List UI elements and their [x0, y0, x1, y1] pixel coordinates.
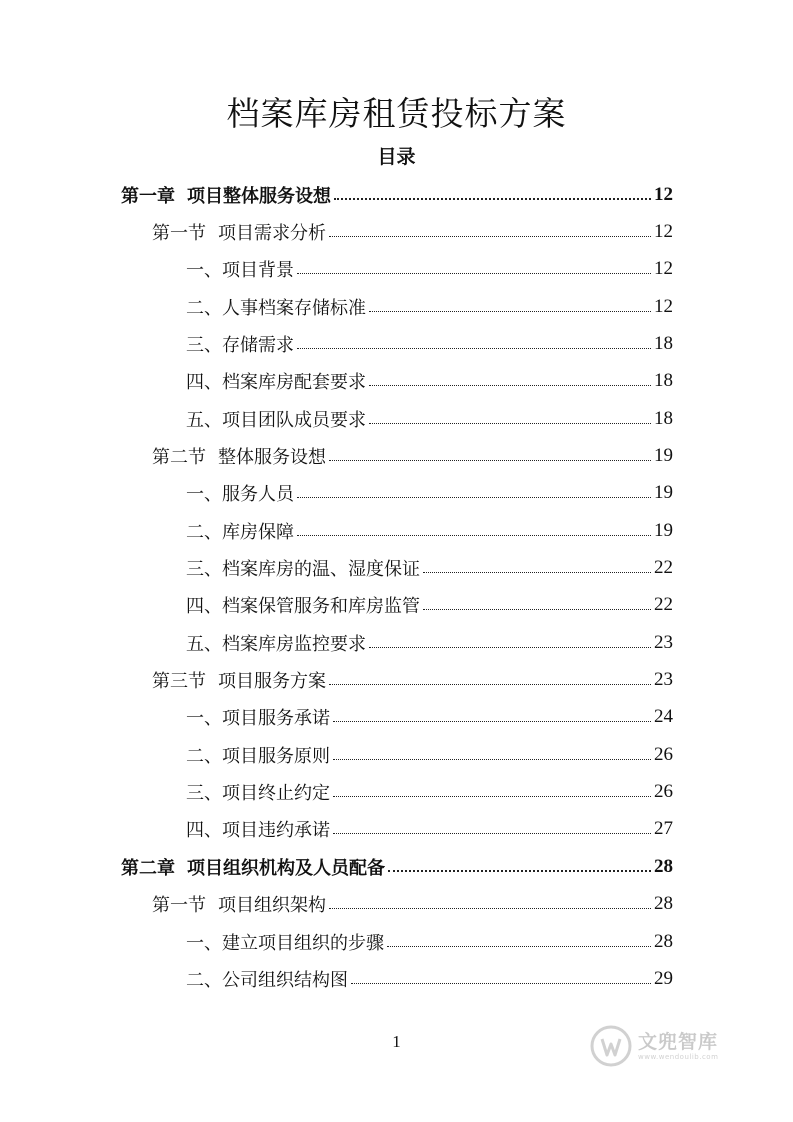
toc-entry[interactable]	[186, 363, 673, 400]
toc-entry-label	[186, 331, 294, 357]
toc-entry-page: 23	[654, 669, 673, 691]
toc-entry-label	[186, 929, 384, 955]
toc-entry-label	[186, 704, 330, 730]
toc-entry-label	[152, 219, 326, 245]
toc-entry[interactable]	[186, 587, 673, 624]
toc-entry-label	[152, 667, 326, 693]
toc-entry[interactable]	[152, 662, 673, 699]
toc-entry-number: 四、	[186, 596, 222, 618]
toc-entry-number: 第一章	[121, 185, 175, 207]
toc-entry-text: 人事档案存储标准	[222, 297, 366, 319]
toc-dot-leader	[351, 983, 651, 984]
toc-entry[interactable]	[152, 437, 673, 474]
toc-entry-text: 项目团队成员要求	[222, 409, 366, 431]
toc-dot-leader	[423, 572, 651, 573]
toc-entry-text: 项目终止约定	[222, 783, 330, 805]
toc-entry-number: 三、	[186, 559, 222, 580]
watermark	[590, 1018, 760, 1074]
toc-dot-leader	[333, 759, 651, 760]
toc-dot-leader	[297, 273, 651, 274]
toc-entry-number: 二、	[186, 745, 222, 767]
toc-entry-page: 18	[654, 332, 673, 354]
toc-entry-label	[186, 779, 330, 805]
toc-entry-text: 项目服务方案	[218, 671, 326, 693]
toc-entry-text: 项目需求分析	[218, 222, 326, 244]
toc-entry-number: 一、	[186, 708, 222, 730]
toc-entry-label	[186, 630, 366, 656]
toc-entry-label	[121, 182, 331, 208]
toc-entry-label	[186, 368, 366, 394]
toc-entry-text: 档案库房的温、湿度保证	[222, 559, 420, 580]
toc-entry-page: 26	[654, 743, 673, 765]
toc-entry-text: 项目组织架构	[218, 895, 326, 917]
toc-entry[interactable]	[152, 886, 673, 923]
toc-dot-leader	[388, 870, 651, 872]
toc-entry-text: 项目服务承诺	[222, 708, 330, 730]
toc-entry-label	[186, 966, 348, 992]
toc-entry-text: 项目背景	[222, 260, 294, 282]
toc-entry-text: 存储需求	[222, 334, 294, 356]
toc-entry[interactable]	[186, 550, 673, 587]
toc-entry-page: 28	[654, 855, 673, 877]
toc-entry[interactable]	[186, 288, 673, 325]
toc-entry-text: 项目整体服务设想	[187, 185, 331, 207]
toc-entry-page: 28	[654, 930, 673, 952]
toc-entry-page: 26	[654, 781, 673, 803]
toc-entry-number: 四、	[186, 820, 222, 842]
toc-entry-text: 建立项目组织的步骤	[222, 932, 384, 954]
toc-entry[interactable]	[186, 475, 673, 512]
toc-entry-label	[186, 480, 294, 506]
toc-dot-leader	[329, 236, 651, 237]
toc-entry[interactable]	[186, 811, 673, 848]
toc-entry-text: 项目组织机构及人员配备	[187, 857, 385, 879]
toc-entry[interactable]	[186, 923, 673, 960]
toc-entry-text: 库房保障	[222, 521, 294, 543]
toc-entry-page: 28	[654, 893, 673, 915]
watermark-name: 文兜智库	[638, 1031, 719, 1053]
toc-dot-leader	[369, 311, 651, 312]
toc-entry-number: 四、	[186, 372, 222, 394]
toc-dot-leader	[369, 647, 651, 648]
watermark-url: www.wendoulib.com	[638, 1053, 719, 1061]
toc-entry-page: 22	[654, 557, 673, 578]
toc-dot-leader	[333, 833, 651, 834]
toc-entry-page: 29	[654, 967, 673, 989]
toc-entry-number: 三、	[186, 334, 222, 356]
toc-entry-number: 第一节	[152, 222, 206, 244]
toc-dot-leader	[369, 385, 651, 386]
toc-entry[interactable]	[186, 512, 673, 549]
toc-entry-label	[186, 555, 420, 581]
toc-entry-label	[186, 518, 294, 544]
toc-entry[interactable]	[186, 251, 673, 288]
toc-entry-label	[152, 891, 326, 917]
toc-entry-label	[186, 406, 366, 432]
toc-entry-label	[186, 294, 366, 320]
toc-entry-number: 第二节	[152, 446, 206, 468]
toc-entry-page: 18	[654, 370, 673, 392]
toc-entry-page: 12	[654, 220, 673, 242]
toc-dot-leader	[297, 348, 651, 349]
toc-dot-leader	[297, 497, 651, 498]
toc-dot-leader	[369, 423, 651, 424]
toc-entry-number: 一、	[186, 260, 222, 282]
toc-entry[interactable]	[186, 400, 673, 437]
document-title: 档案库房租赁投标方案	[226, 94, 567, 133]
toc-entry[interactable]	[121, 176, 673, 213]
toc-entry-label	[186, 816, 330, 842]
wendou-logo-icon	[590, 1025, 632, 1067]
toc-entry[interactable]	[121, 848, 673, 885]
toc-entry-page: 19	[654, 519, 673, 541]
toc-entry-text: 档案保管服务和库房监管	[222, 596, 420, 618]
toc-entry-number: 二、	[186, 521, 222, 543]
toc-entry-text: 整体服务设想	[218, 446, 326, 468]
toc-entry[interactable]	[186, 699, 673, 736]
toc-entry-number: 第三节	[152, 671, 206, 693]
toc-heading: 目录	[377, 146, 416, 168]
toc-dot-leader	[329, 684, 651, 685]
toc-entry-page: 24	[654, 706, 673, 728]
toc-entry-page: 27	[654, 818, 673, 840]
toc-dot-leader	[387, 946, 651, 947]
toc-entry-label	[121, 854, 385, 880]
toc-dot-leader	[329, 908, 651, 909]
toc-entry-number: 二、	[186, 297, 222, 319]
toc-dot-leader	[329, 460, 651, 461]
toc-entry-page: 12	[654, 258, 673, 280]
toc-entry-number: 二、	[186, 969, 222, 991]
toc-entry[interactable]	[186, 736, 673, 773]
toc-entry-page: 23	[654, 631, 673, 653]
toc-entry-label	[186, 592, 420, 618]
toc-entry-number: 五、	[186, 409, 222, 431]
toc-entry-number: 第二章	[121, 857, 175, 879]
toc-entry-page: 12	[654, 295, 673, 317]
toc-entry-page: 22	[654, 594, 673, 616]
toc-dot-leader	[333, 721, 651, 722]
toc-entry[interactable]	[186, 624, 673, 661]
toc-entry-number: 一、	[186, 932, 222, 954]
toc-entry-page: 19	[654, 482, 673, 504]
toc-entry-number: 三、	[186, 783, 222, 805]
toc-entry-label	[186, 256, 294, 282]
toc-entry[interactable]	[186, 774, 673, 811]
toc-entry-number: 五、	[186, 633, 222, 655]
toc-entry-text: 项目违约承诺	[222, 820, 330, 842]
toc-entry-label	[186, 742, 330, 768]
toc-entry[interactable]	[186, 960, 673, 997]
toc-entry-page: 12	[654, 183, 673, 205]
toc-entry-number: 第一节	[152, 895, 206, 917]
toc-entry-text: 公司组织结构图	[222, 969, 348, 991]
toc-entry-text: 服务人员	[222, 484, 294, 506]
toc-dot-leader	[334, 198, 651, 200]
toc-entry[interactable]	[152, 213, 673, 250]
toc-entry-text: 档案库房配套要求	[222, 372, 366, 394]
toc-dot-leader	[297, 535, 651, 536]
toc-entry-text: 项目服务原则	[222, 745, 330, 767]
toc-entry-number: 一、	[186, 484, 222, 506]
toc-entry-text: 档案库房监控要求	[222, 633, 366, 655]
toc-entry-label	[152, 443, 326, 469]
toc-entry[interactable]	[186, 325, 673, 362]
page-number: 1	[392, 1032, 401, 1051]
toc-entry-page: 18	[654, 407, 673, 429]
toc-dot-leader	[333, 796, 651, 797]
toc-dot-leader	[423, 609, 651, 610]
toc-entry-page: 19	[654, 444, 673, 466]
